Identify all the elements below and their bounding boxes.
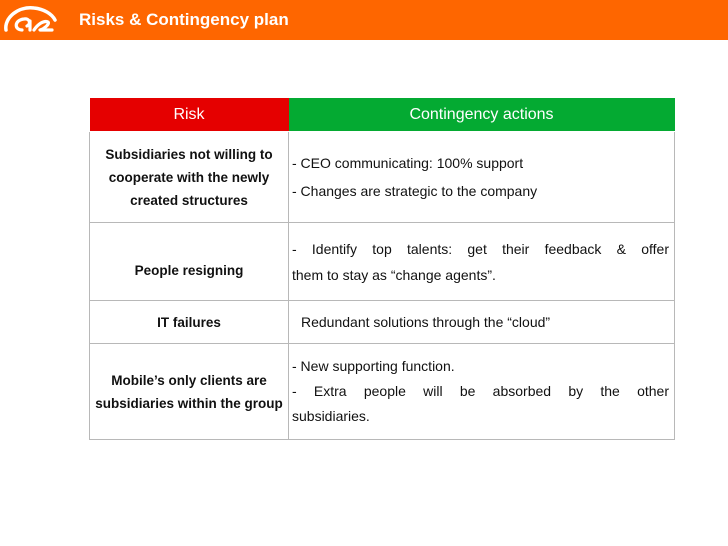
table-row bbox=[90, 301, 675, 344]
risk-cell: Mobile’s only clients are subsidiaries within the group bbox=[90, 344, 289, 440]
actions-cell bbox=[289, 344, 675, 440]
title-bar bbox=[0, 0, 728, 40]
action-line: them to stay as “change agents”. bbox=[292, 266, 496, 283]
table-row bbox=[90, 344, 675, 440]
action-line: subsidiaries. bbox=[292, 408, 370, 424]
actions-cell bbox=[289, 132, 675, 223]
risk-cell: IT failures bbox=[90, 301, 289, 344]
action-line: - New supporting function. bbox=[292, 358, 455, 374]
action-line: - Extra people will be absorbed by the other bbox=[292, 383, 669, 399]
actions-cell bbox=[289, 223, 675, 301]
company-logo bbox=[0, 0, 60, 40]
page-title: Risks & Contingency plan bbox=[79, 10, 289, 29]
table-row bbox=[90, 132, 675, 223]
risk-table bbox=[89, 98, 675, 440]
risk-column-header: Risk bbox=[90, 98, 289, 132]
action-line: - Changes are strategic to the company bbox=[292, 183, 538, 199]
contingency-column-header: Contingency actions bbox=[289, 98, 675, 132]
table-header-row bbox=[90, 98, 675, 132]
table-row bbox=[90, 223, 675, 301]
logo-icon bbox=[0, 0, 60, 40]
action-line: - Identify top talents: get their feedback & offer bbox=[292, 240, 669, 257]
actions-cell bbox=[289, 301, 675, 344]
risk-cell: Subsidiaries not willing to cooperate with the newly created structures bbox=[90, 132, 289, 223]
action-line: - CEO communicating: 100% support bbox=[292, 155, 524, 171]
action-line: Redundant solutions through the “cloud” bbox=[301, 314, 551, 330]
risk-cell: People resigning bbox=[90, 223, 289, 301]
